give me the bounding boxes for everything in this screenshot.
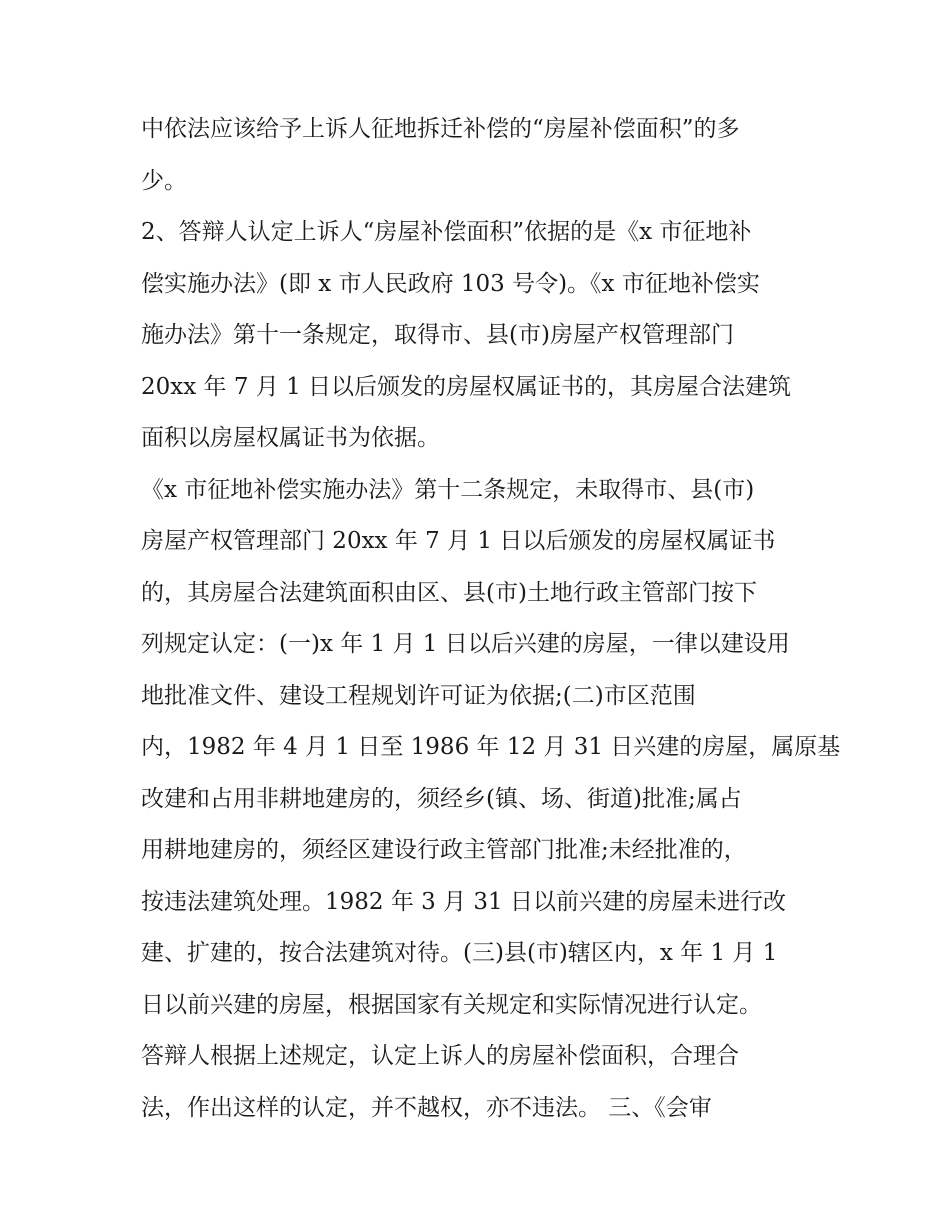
- text-line: 日以前兴建的房屋，根据国家有关规定和实际情况进行认定。: [141, 991, 762, 1018]
- text-line: 房屋产权管理部门 20xx 年 7 月 1 日以后颁发的房屋权属证书: [141, 528, 776, 554]
- text-line: 少。: [141, 167, 187, 194]
- text-line: 面积以房屋权属证书为依据。: [141, 425, 440, 451]
- text-line: 按违法建筑处理。1982 年 3 月 31 日以前兴建的房屋未进行改: [141, 888, 786, 915]
- text-line: 施办法》第十一条规定，取得市、县(市)房屋产权管理部门: [141, 322, 734, 348]
- text-line: 中依法应该给予上诉人征地拆迁补偿的“房屋补偿面积”的多: [141, 116, 740, 142]
- text-line: 内，1982 年 4 月 1 日至 1986 年 12 月 31 日兴建的房屋，属原基: [141, 734, 841, 760]
- text-line: 偿实施办法》(即 x 市人民政府 103 号令)。《x 市征地补偿实: [141, 270, 760, 297]
- text-line: 地批准文件、建设工程规划许可证为依据;(二)市区范围: [141, 682, 696, 709]
- text-line: 《x 市征地补偿实施办法》第十二条规定，未取得市、县(市): [141, 476, 755, 503]
- text-line: 改建和占用非耕地建房的，须经乡(镇、场、街道)批准;属占: [141, 785, 742, 812]
- text-line: 20xx 年 7 月 1 日以后颁发的房屋权属证书的，其房屋合法建筑: [141, 373, 792, 400]
- text-line: 2、答辩人认定上诉人“房屋补偿面积”依据的是《x 市征地补: [141, 219, 752, 245]
- text-line: 答辩人根据上述规定，认定上诉人的房屋补偿面积，合理合: [141, 1043, 739, 1069]
- document-body: [141, 104, 841, 1134]
- text-line: 列规定认定：(一)x 年 1 月 1 日以后兴建的房屋，一律以建设用: [141, 631, 790, 657]
- text-line: 建、扩建的，按合法建筑对待。(三)县(市)辖区内，x 年 1 月 1: [141, 940, 778, 966]
- text-line: 法，作出这样的认定，并不越权，亦不违法。 三、《会审: [141, 1094, 712, 1121]
- text-line: 的，其房屋合法建筑面积由区、县(市)土地行政主管部门按下: [141, 579, 757, 606]
- text-line: 用耕地建房的，须经区建设行政主管部门批准;未经批准的，: [141, 837, 747, 863]
